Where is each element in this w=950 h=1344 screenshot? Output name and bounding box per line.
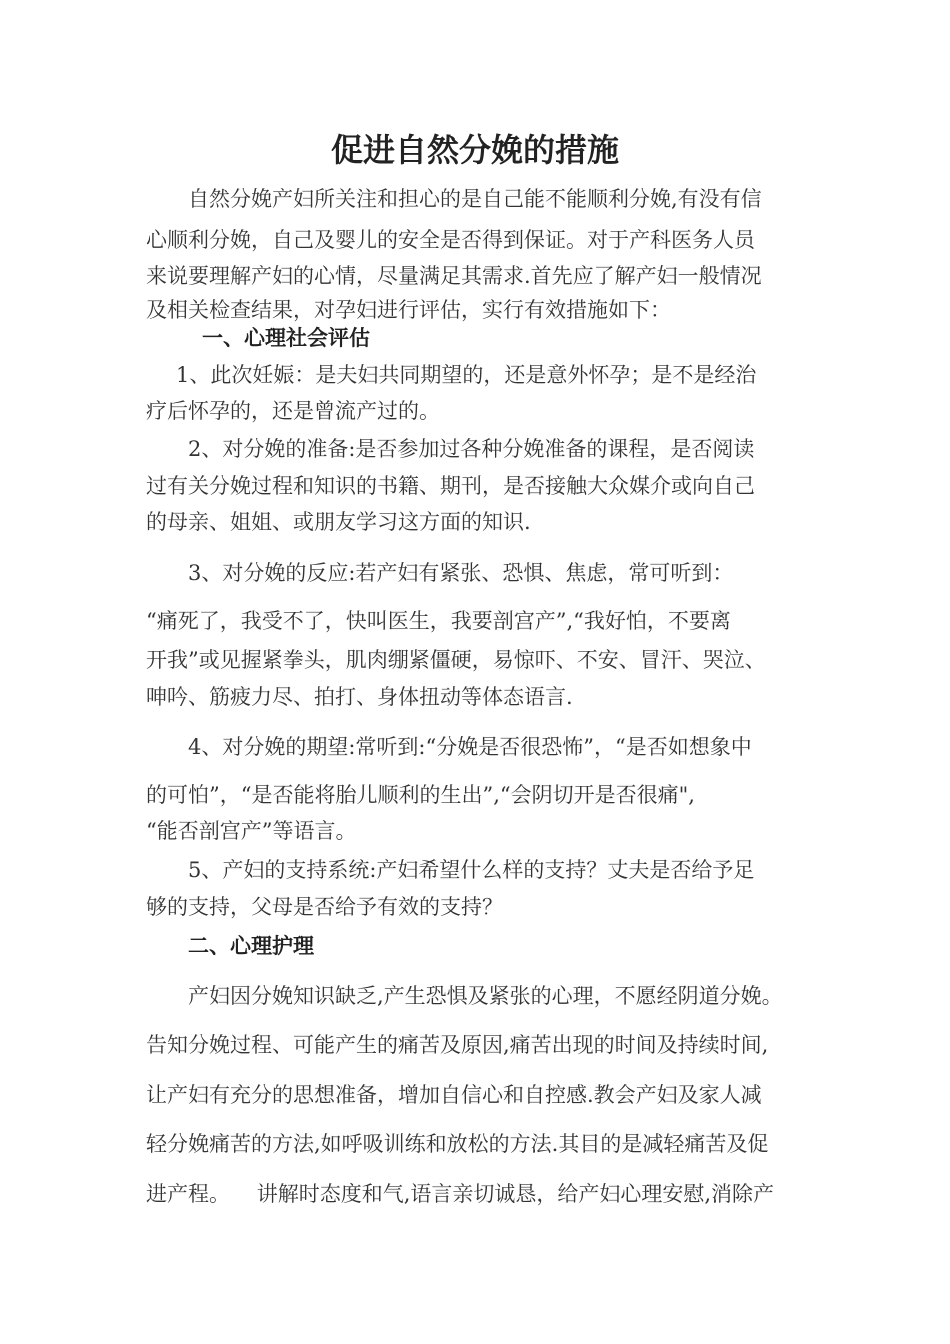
intro-line: 来说要理解产妇的心情，尽量满足其需求.首先应了解产妇一般情况 [146,264,762,288]
paragraph-line: “能否剖宫产”等语言。 [146,819,357,843]
paragraph-line: 1、此次妊娠：是夫妇共同期望的，还是意外怀孕；是不是经治 [176,363,757,387]
paragraph-line: 5、产妇的支持系统:产妇希望什么样的支持？丈夫是否给予足 [188,858,755,882]
paragraph-line: 的母亲、姐姐、或朋友学习这方面的知识. [146,510,531,534]
paragraph-line: “痛死了，我受不了，快叫医生，我要剖宫产”,“我好怕，不要离 [146,609,731,633]
paragraph-line: 过有关分娩过程和知识的书籍、期刊，是否接触大众媒介或向自己 [146,474,755,498]
paragraph-line: 的可怕”，“是否能将胎儿顺利的生出”,“会阴切开是否很痛", [146,783,695,807]
paragraph-line: 开我”或见握紧拳头，肌肉绷紧僵硬，易惊吓、不安、冒汗、哭泣、 [146,648,766,672]
intro-line: 及相关检查结果，对孕妇进行评估，实行有效措施如下： [146,298,671,322]
paragraph-line: 3、对分娩的反应:若产妇有紧张、恐惧、焦虑，常可听到： [188,561,734,585]
paragraph-line: 2、对分娩的准备:是否参加过各种分娩准备的课程，是否阅读 [188,437,755,461]
paragraph-line: 产妇因分娩知识缺乏,产生恐惧及紧张的心理，不愿经阴道分娩。 [188,984,783,1008]
section-heading: 一、心理社会评估 [202,326,370,350]
section-heading: 二、心理护理 [188,934,314,958]
paragraph-line: 进产程。 讲解时态度和气,语言亲切诚恳，给产妇心理安慰,消除产 [146,1182,775,1206]
paragraph-line: 轻分娩痛苦的方法,如呼吸训练和放松的方法.其目的是减轻痛苦及促 [146,1132,769,1156]
paragraph-line: 呻吟、筋疲力尽、拍打、身体扭动等体态语言. [146,685,573,709]
intro-line: 心顺利分娩，自己及婴儿的安全是否得到保证。对于产科医务人员 [146,228,755,252]
paragraph-line: 疗后怀孕的，还是曾流产过的。 [146,399,440,423]
paragraph-line: 让产妇有充分的思想准备，增加自信心和自控感.教会产妇及家人减 [146,1083,762,1107]
paragraph-line: 4、对分娩的期望:常听到:“分娩是否很恐怖”，“是否如想象中 [188,735,752,759]
intro-line: 自然分娩产妇所关注和担心的是自己能不能顺利分娩,有没有信 [188,187,762,211]
page-title: 促进自然分娩的措施 [330,131,619,169]
paragraph-line: 告知分娩过程、可能产生的痛苦及原因,痛苦出现的时间及持续时间, [146,1033,769,1057]
paragraph-line: 够的支持，父母是否给予有效的支持？ [146,895,503,919]
